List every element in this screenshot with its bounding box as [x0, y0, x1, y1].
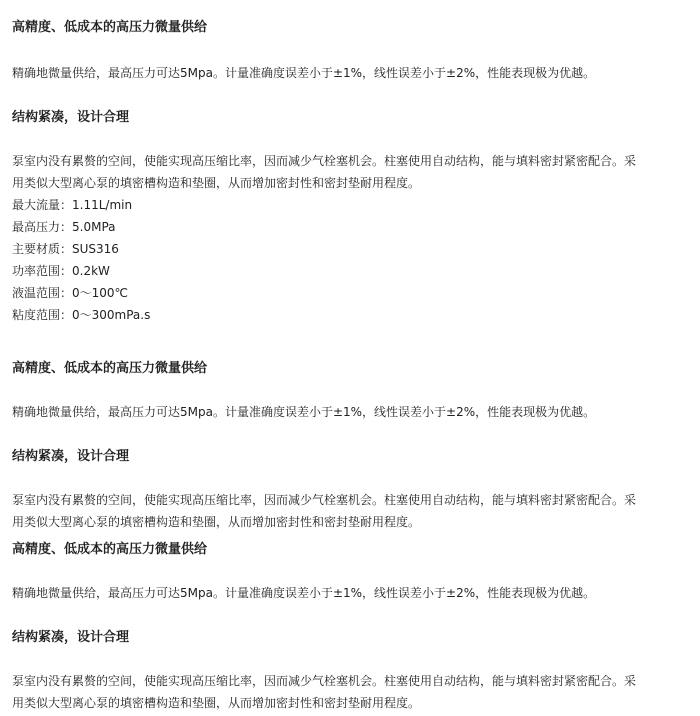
spec-max-flow: 最大流量：1.11L/min: [12, 198, 133, 212]
spec-material: 主要材质：SUS316: [12, 242, 119, 256]
section-1-subheading: 结构紧凑，设计合理: [12, 110, 130, 125]
section-2-heading: 高精度、低成本的高压力微量供给: [12, 361, 208, 376]
section-1-paragraph-2-line-1: 泵室内没有累赘的空间，使能实现高压缩比率，因而减少气栓塞机会。柱塞使用自动结构，能与填料密封紧密配合。采: [12, 154, 637, 168]
section-3-paragraph-2-line-1: 泵室内没有累赘的空间，使能实现高压缩比率，因而减少气栓塞机会。柱塞使用自动结构，能与填料密封紧密配合。采: [12, 674, 637, 688]
section-3-heading: 高精度、低成本的高压力微量供给: [12, 542, 208, 557]
section-2-paragraph-2-line-1: 泵室内没有累赘的空间，使能实现高压缩比率，因而减少气栓塞机会。柱塞使用自动结构，能与填料密封紧密配合。采: [12, 493, 637, 507]
spec-power-range: 功率范围：0.2kW: [12, 264, 110, 278]
spec-liquid-temp-range: 液温范围：0～100℃: [12, 286, 129, 300]
spec-viscosity-range: 粘度范围：0～300mPa.s: [12, 308, 151, 322]
section-1-paragraph: 精确地微量供给，最高压力可达5Mpa。计量准确度误差小于±1%，线性误差小于±2%，性能表现极为优越。: [12, 66, 596, 80]
section-2-paragraph: 精确地微量供给，最高压力可达5Mpa。计量准确度误差小于±1%，线性误差小于±2%，性能表现极为优越。: [12, 405, 596, 419]
section-3-subheading: 结构紧凑，设计合理: [12, 630, 130, 645]
section-1-heading: 高精度、低成本的高压力微量供给: [12, 20, 208, 35]
spec-max-pressure: 最高压力：5.0MPa: [12, 220, 116, 234]
section-3-paragraph: 精确地微量供给，最高压力可达5Mpa。计量准确度误差小于±1%，线性误差小于±2%，性能表现极为优越。: [12, 586, 596, 600]
section-3-paragraph-2-line-2: 用类似大型离心泵的填密槽构造和垫圈，从而增加密封性和密封垫耐用程度。: [12, 696, 421, 710]
section-2-subheading: 结构紧凑，设计合理: [12, 449, 130, 464]
section-1-paragraph-2-line-2: 用类似大型离心泵的填密槽构造和垫圈，从而增加密封性和密封垫耐用程度。: [12, 176, 421, 190]
section-2-paragraph-2-line-2: 用类似大型离心泵的填密槽构造和垫圈，从而增加密封性和密封垫耐用程度。: [12, 515, 421, 529]
